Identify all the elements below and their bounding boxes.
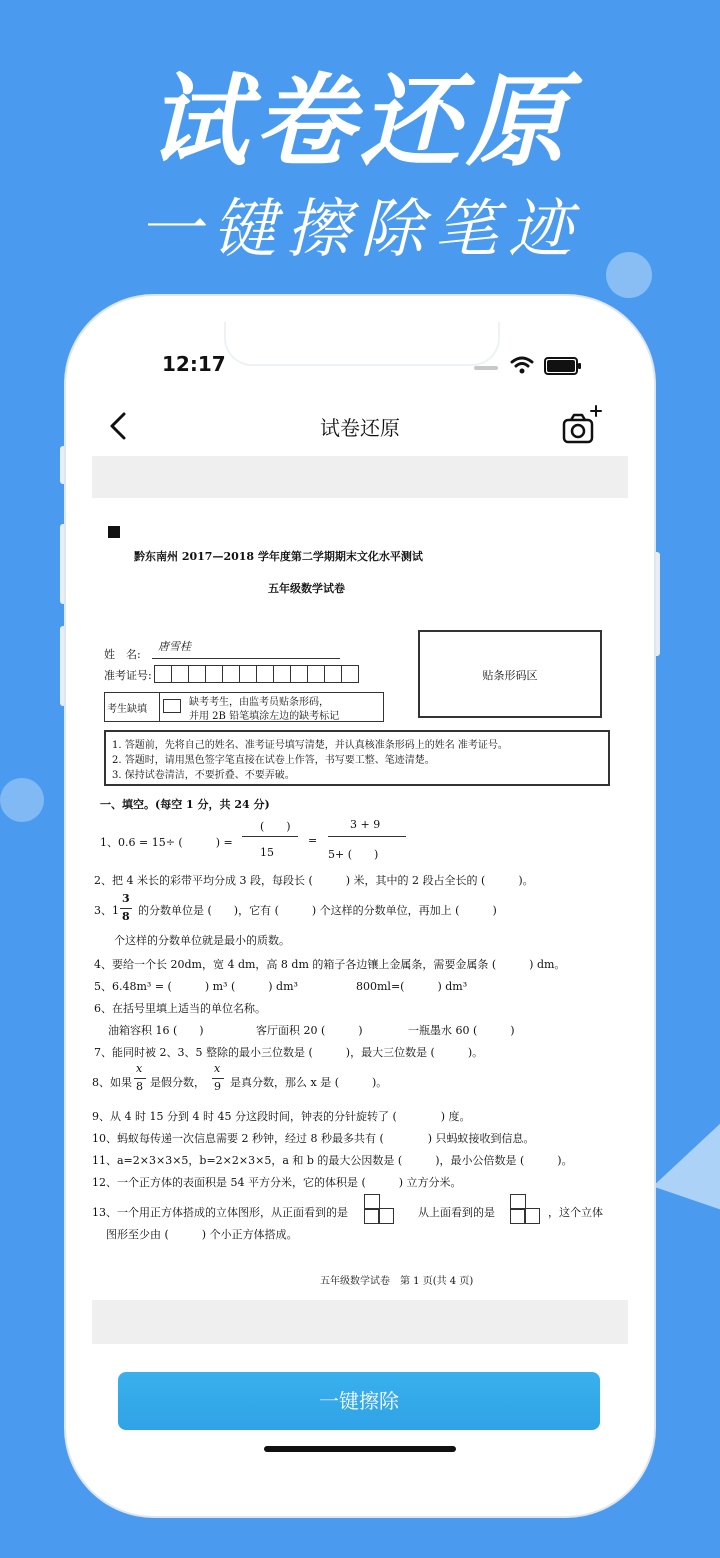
q1-numerator-2: 3 + 9 bbox=[350, 818, 381, 831]
preview-top-margin bbox=[92, 456, 628, 498]
exam-no-label: 准考证号: bbox=[104, 669, 152, 682]
status-time: 12:17 bbox=[162, 352, 226, 376]
erase-button[interactable]: 一键擦除 bbox=[118, 1372, 600, 1430]
home-indicator bbox=[264, 1446, 456, 1452]
decor-triangle bbox=[643, 1123, 720, 1234]
name-underline bbox=[152, 658, 340, 659]
question-3-rest: 的分数单位是 ( )，它有 ( ) 个这样的分数单位，再加上 ( ) bbox=[138, 904, 497, 917]
fraction-line bbox=[120, 908, 132, 909]
question-13: 13、一个用正方体搭成的立体图形，从正面看到的是 bbox=[92, 1206, 348, 1219]
fraction-line bbox=[242, 836, 298, 837]
fraction-line bbox=[212, 1078, 224, 1079]
question-8: 8、如果 bbox=[92, 1076, 132, 1089]
question-8-mid: 是假分数， bbox=[150, 1076, 205, 1089]
fraction-line bbox=[328, 836, 406, 837]
exam-paper-preview bbox=[92, 498, 628, 1300]
absent-box bbox=[104, 692, 384, 722]
absent-text: 缺考考生，由监考员贴条形码， bbox=[189, 697, 329, 708]
q3-numerator: 3 bbox=[122, 892, 130, 905]
hero-subtitle: 一键擦除笔迹 bbox=[138, 193, 582, 267]
absent-checkbox bbox=[163, 699, 181, 713]
q1-numerator: ( ) bbox=[260, 820, 291, 833]
question-8-rest: 是真分数，那么 x 是 ( )。 bbox=[230, 1076, 388, 1089]
q8-denominator: 8 bbox=[136, 1080, 143, 1093]
preview-bottom-margin bbox=[92, 1300, 628, 1344]
note-line: 1. 答题前，先将自己的姓名、准考证号填写清楚，并认真核准条形码上的姓名 准考证号。 bbox=[112, 740, 508, 751]
phone-frame bbox=[66, 296, 654, 1516]
question-4: 4、要给一个长 20dm，宽 4 dm，高 8 dm 的箱子各边镶上金属条，需要金属条 ( ) dm。 bbox=[94, 958, 566, 971]
question-5: 5、6.48m³ = ( ) m³ ( ) dm³ bbox=[94, 980, 298, 993]
paper-title: 黔东南州 2017—2018 学年度第二学期期末文化水平测试 bbox=[134, 550, 423, 563]
note-line: 3. 保持试卷清洁，不要折叠、不要弄破。 bbox=[112, 770, 295, 781]
q1-equals: = bbox=[308, 834, 318, 847]
absent-text: 并用 2B 铅笔填涂左边的缺考标记 bbox=[189, 711, 340, 722]
wifi-icon bbox=[510, 356, 534, 374]
camera-add-icon[interactable] bbox=[558, 404, 604, 450]
question-7: 7、能同时被 2、3、5 整除的最小三位数是 ( )，最大三位数是 ( )。 bbox=[94, 1046, 484, 1059]
signal-icon bbox=[474, 366, 498, 370]
question-5b: 800ml=( ) dm³ bbox=[356, 980, 468, 993]
question-13c: ，这个立体 bbox=[548, 1206, 603, 1219]
battery-icon bbox=[544, 357, 578, 375]
q8-denominator-2: 9 bbox=[214, 1080, 221, 1093]
section-heading: 一、填空。(每空 1 分，共 24 分) bbox=[100, 798, 270, 811]
question-6: 6、在括号里填上适当的单位名称。 bbox=[94, 1002, 266, 1015]
question-9: 9、从 4 时 15 分到 4 时 45 分这段时间，钟表的分针旋转了 ( ) 度。 bbox=[92, 1110, 471, 1123]
decor-circle bbox=[0, 778, 44, 822]
question-13d: 图形至少由 ( ) 个小正方体搭成。 bbox=[106, 1228, 298, 1241]
paper-subtitle: 五年级数学试卷 bbox=[268, 582, 345, 595]
fraction-line bbox=[134, 1078, 146, 1079]
name-label: 姓 名: bbox=[104, 648, 141, 661]
q8-numerator-2: x bbox=[214, 1062, 221, 1075]
question-3-cont: 个这样的分数单位就是最小的质数。 bbox=[114, 934, 290, 947]
decor-circle bbox=[606, 252, 652, 298]
q3-denominator: 8 bbox=[122, 910, 130, 923]
question-3: 3、1 bbox=[94, 904, 119, 917]
question-6b: 客厅面积 20 ( ) bbox=[256, 1024, 363, 1037]
barcode-area bbox=[418, 630, 602, 718]
nav-title: 试卷还原 bbox=[320, 416, 400, 440]
phone-screen bbox=[92, 322, 628, 1490]
q1-denominator-2: 5+ ( ) bbox=[328, 848, 379, 861]
q1-denominator: 15 bbox=[260, 846, 274, 859]
absent-label: 考生缺填 bbox=[107, 704, 147, 715]
notch bbox=[224, 322, 500, 366]
barcode-label: 贴条形码区 bbox=[482, 669, 538, 682]
question-1: 1、0.6 = 15÷ ( ) = bbox=[100, 836, 233, 849]
name-value: 唐雪桂 bbox=[158, 640, 191, 653]
note-line: 2. 答题时，请用黑色签字笔直接在试卷上作答，书写要工整、笔迹清楚。 bbox=[112, 755, 435, 766]
notes-box bbox=[104, 730, 610, 786]
question-11: 11、a=2×3×3×5，b=2×2×3×5，a 和 b 的最大公因数是 ( )，最小公倍数是 ( )。 bbox=[92, 1154, 573, 1167]
corner-mark bbox=[108, 526, 120, 538]
q8-numerator: x bbox=[136, 1062, 143, 1075]
hero-title: 试卷还原 bbox=[148, 63, 572, 180]
question-2: 2、把 4 米长的彩带平均分成 3 段，每段长 ( ) 米，其中的 2 段占全长的 ( )。 bbox=[94, 874, 534, 887]
exam-no-grid bbox=[154, 665, 358, 681]
question-6c: 一瓶墨水 60 ( ) bbox=[408, 1024, 515, 1037]
question-6a: 油箱容积 16 ( ) bbox=[108, 1024, 204, 1037]
paper-footer: 五年级数学试卷 第 1 页(共 4 页) bbox=[320, 1276, 474, 1287]
question-12: 12、一个正方体的表面积是 54 平方分米，它的体积是 ( ) 立方分米。 bbox=[92, 1176, 462, 1189]
question-13b: 从上面看到的是 bbox=[418, 1206, 495, 1219]
question-10: 10、蚂蚁每传递一次信息需要 2 秒钟，经过 8 秒最多共有 ( ) 只蚂蚁接收到信息。 bbox=[92, 1132, 535, 1145]
